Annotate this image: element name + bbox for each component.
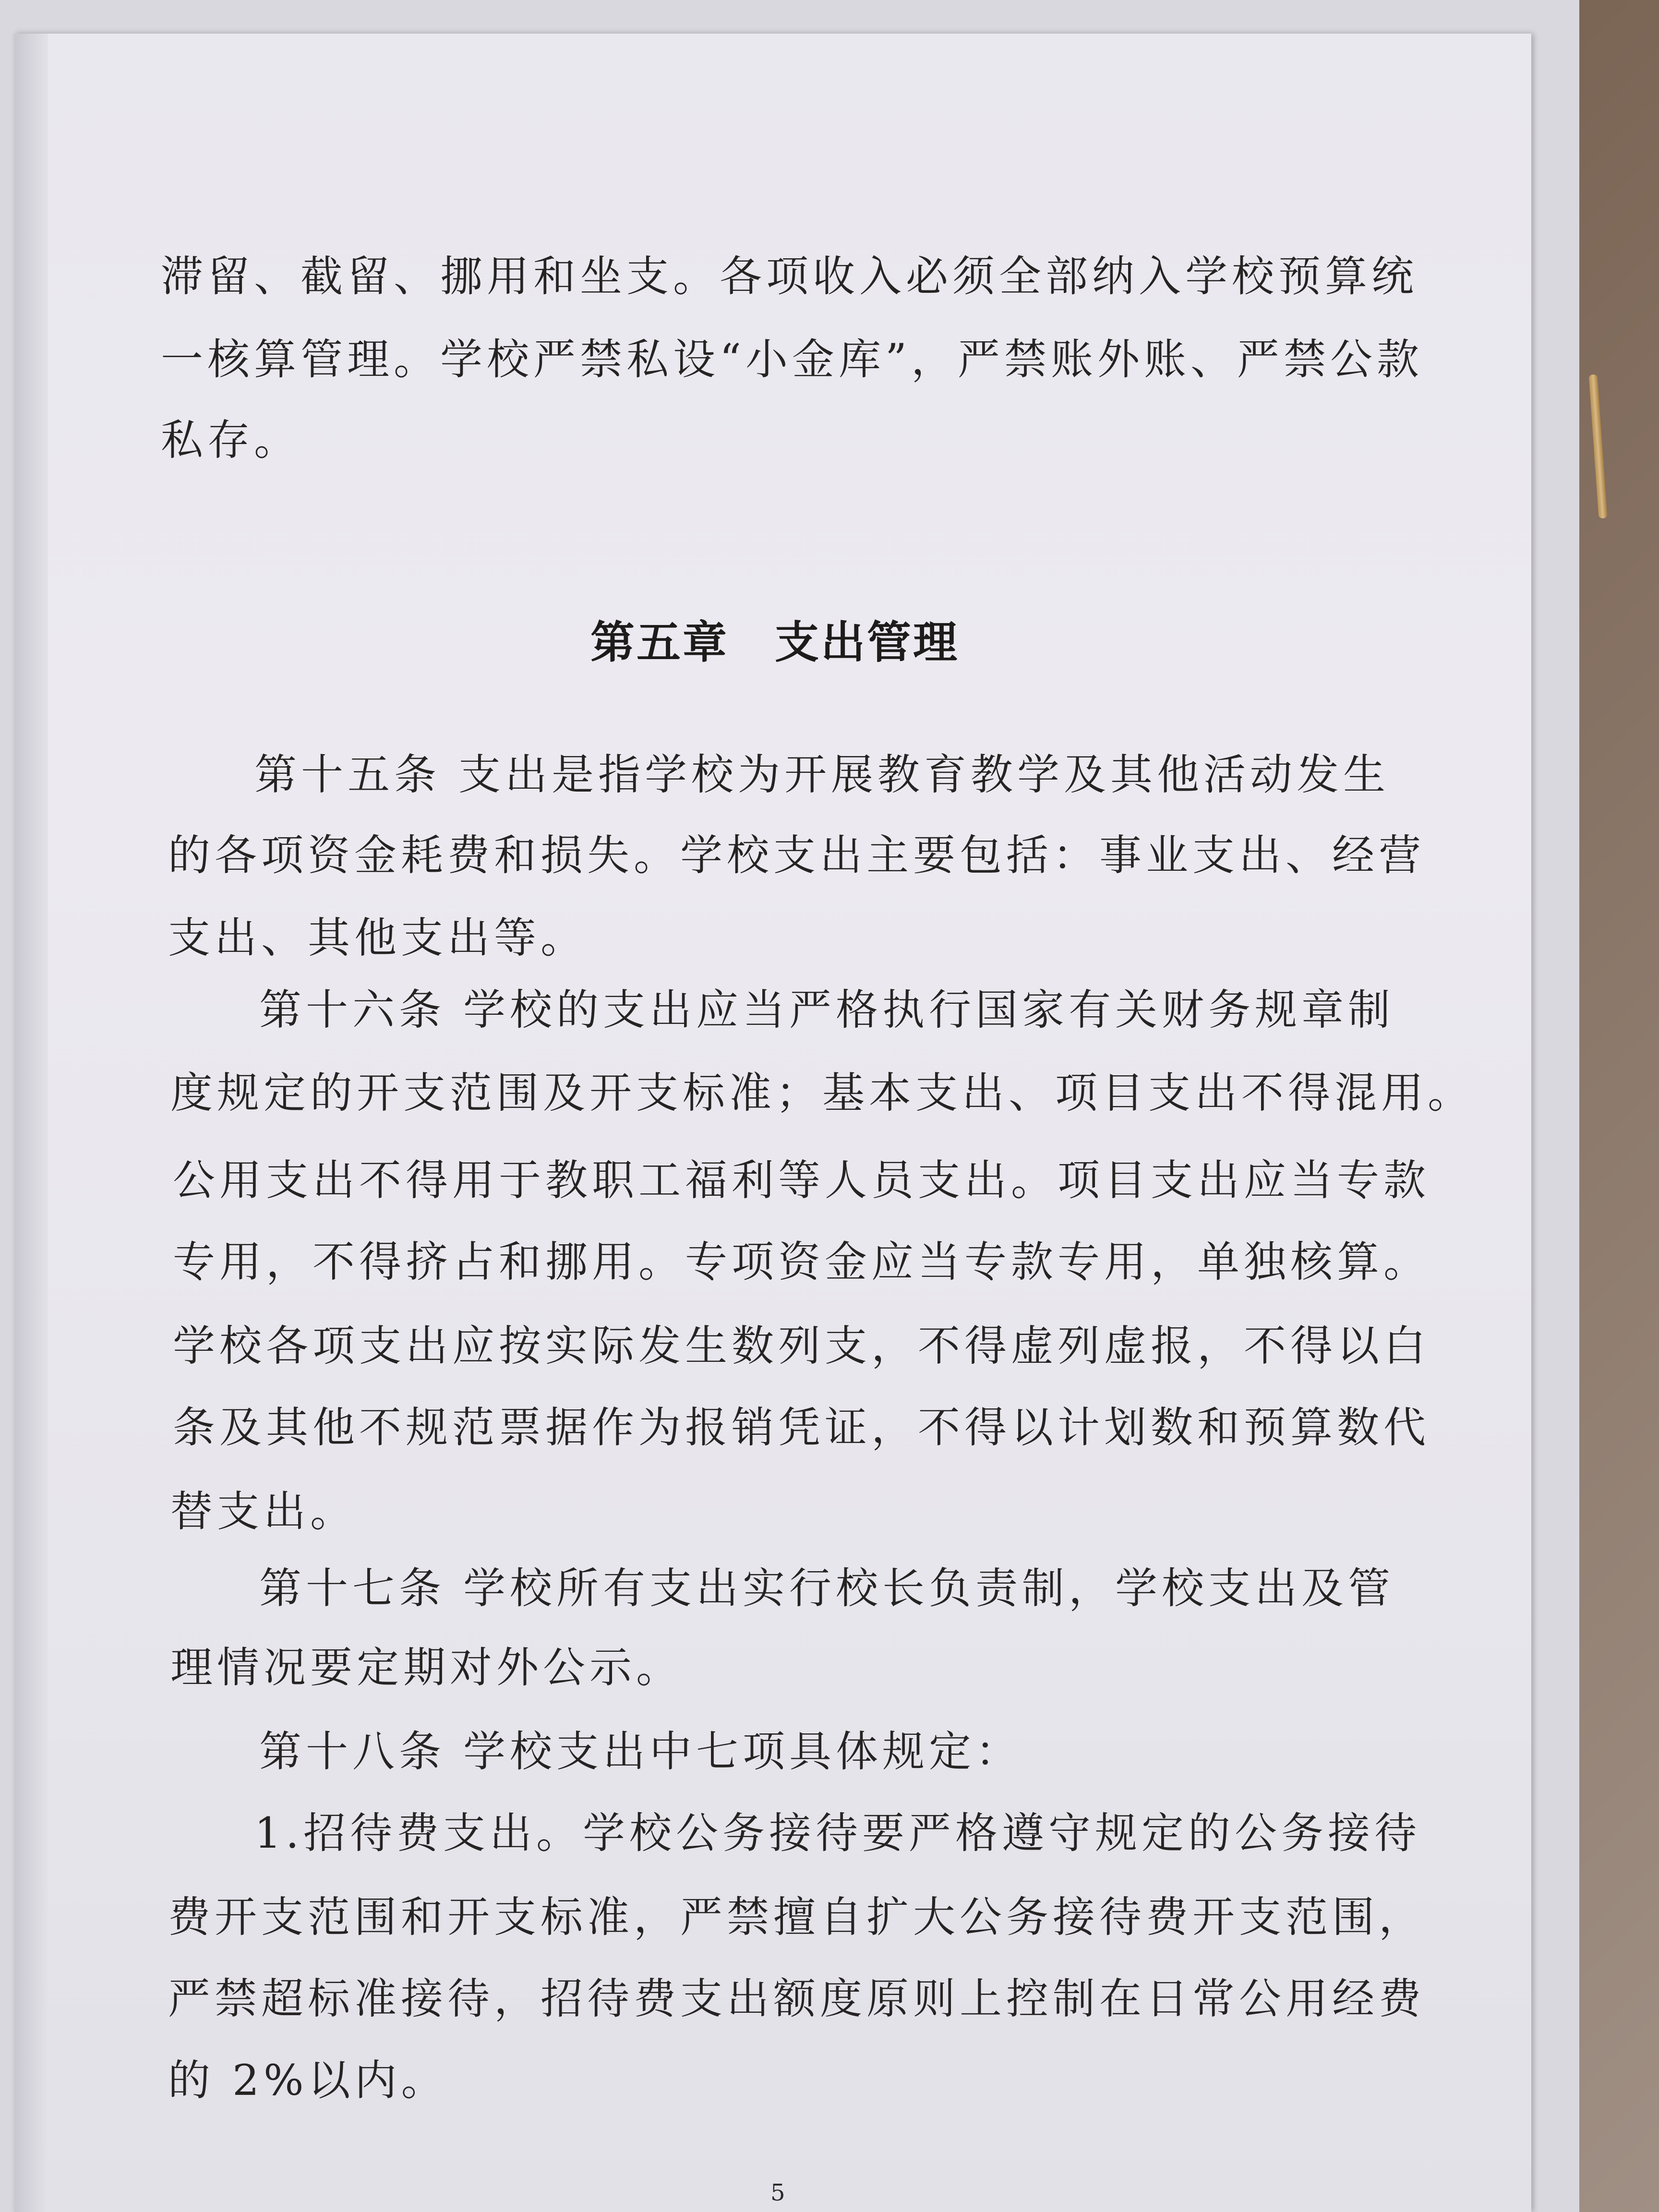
text-line: 1.招待费支出。学校公务接待要严格遵守规定的公务接待 <box>254 1808 1421 1858</box>
text-line: 滞留、截留、挪用和坐支。各项收入必须全部纳入学校预算统 <box>161 252 1419 301</box>
text-line: 公用支出不得用于教职工福利等人员支出。项目支出应当专款 <box>173 1155 1431 1205</box>
text-line: 专用，不得挤占和挪用。专项资金应当专款专用，单独核算。 <box>173 1237 1431 1286</box>
text-line: 度规定的开支范围及开支标准；基本支出、项目支出不得混用。 <box>170 1068 1475 1118</box>
chapter-heading: 第五章 支出管理 <box>590 617 960 668</box>
text-line: 第十五条 支出是指学校为开展教育教学及其他活动发生 <box>254 750 1390 799</box>
text-line: 学校各项支出应按实际发生数列支，不得虚列虚报，不得以白 <box>173 1321 1431 1370</box>
text-line: 第十七条 学校所有支出实行校长负责制，学校支出及管 <box>259 1563 1395 1613</box>
text-line: 的各项资金耗费和损失。学校支出主要包括：事业支出、经营 <box>168 830 1426 880</box>
text-line: 的 2%以内。 <box>168 2056 448 2105</box>
text-line: 理情况要定期对外公示。 <box>170 1643 683 1692</box>
text-line: 费开支范围和开支标准，严禁擅自扩大公务接待费开支范围， <box>168 1892 1426 1942</box>
page-number: 5 <box>770 2179 785 2206</box>
page-fold <box>14 34 48 2212</box>
text-line: 替支出。 <box>170 1487 357 1536</box>
text-line: 私存。 <box>161 415 301 465</box>
text-line: 第十八条 学校支出中七项具体规定： <box>259 1727 1022 1776</box>
text-line: 支出、其他支出等。 <box>168 913 588 962</box>
document-page <box>14 34 1531 2212</box>
text-line: 一核算管理。学校严禁私设“小金库”，严禁账外账、严禁公款 <box>161 335 1423 384</box>
text-line: 第十六条 学校的支出应当严格执行国家有关财务规章制 <box>259 985 1395 1034</box>
text-line: 条及其他不规范票据作为报销凭证，不得以计划数和预算数代 <box>173 1403 1431 1452</box>
text-line: 严禁超标准接待，招待费支出额度原则上控制在日常公用经费 <box>168 1974 1426 2023</box>
